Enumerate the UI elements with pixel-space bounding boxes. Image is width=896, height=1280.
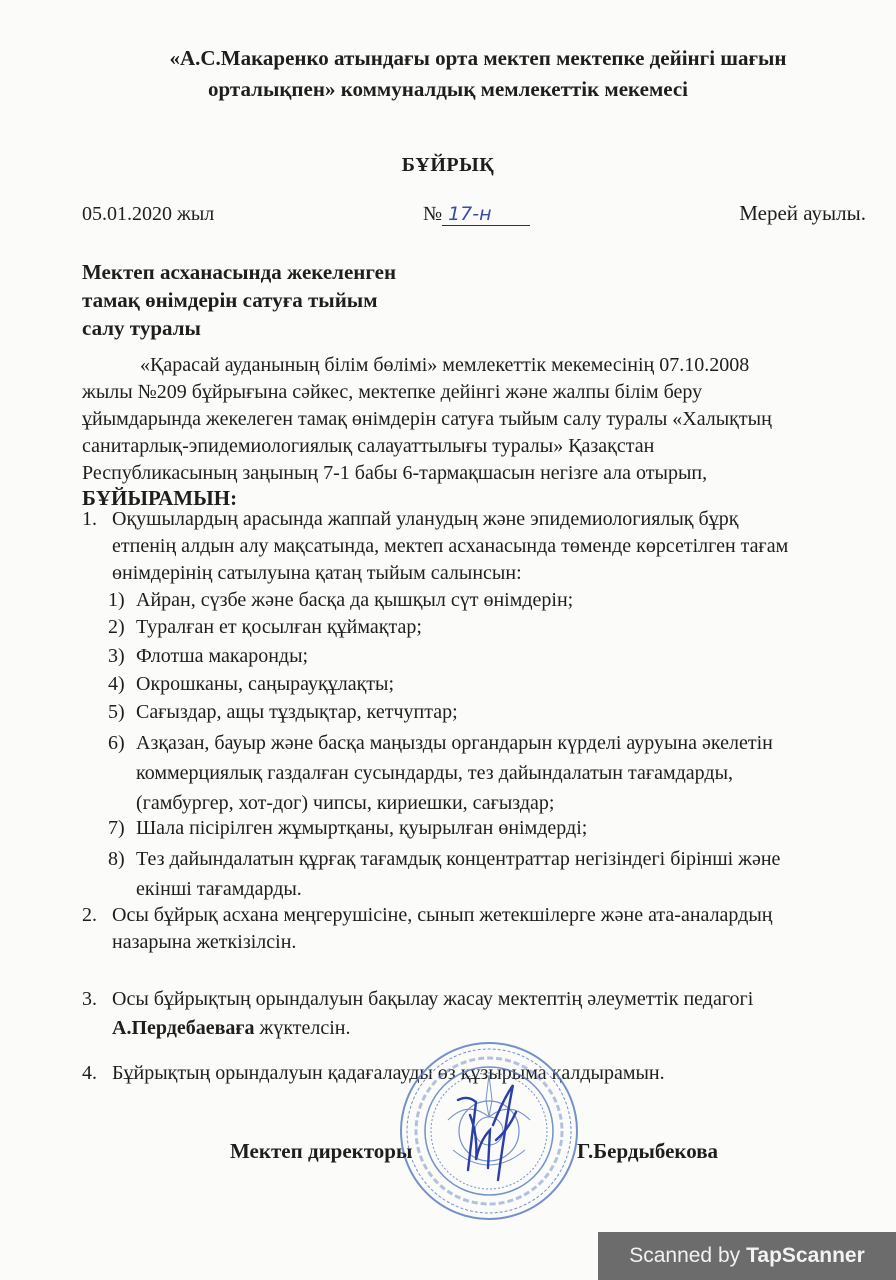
sub-item bbox=[108, 671, 394, 698]
order-subject bbox=[82, 258, 396, 342]
subject-line: Мектеп асханасында жекеленген bbox=[82, 260, 397, 284]
item-number: 2. bbox=[82, 904, 97, 926]
sub-item-text: Азқазан, бауыр және басқа маңызды органдарын күрделі ауруына әкелетін bbox=[136, 732, 773, 754]
order-item-2 bbox=[82, 902, 773, 956]
order-item-1 bbox=[82, 506, 788, 587]
item-line-tail: жүктелсін. bbox=[254, 1017, 351, 1039]
intro-paragraph bbox=[82, 352, 772, 487]
sub-item-text: Окрошканы, саңырауқұлақты; bbox=[136, 673, 395, 695]
sub-item-number: 7) bbox=[108, 817, 125, 839]
header-line-2: орталықпен» коммуналдық мемлекеттік мекемесі bbox=[208, 77, 688, 101]
item-line: назарына жеткізілсін. bbox=[112, 931, 297, 953]
item-line: өнімдерінің сатылуына қатаң тыйым салынсын: bbox=[112, 562, 522, 584]
official-seal-icon bbox=[398, 1040, 580, 1222]
sub-item-number: 2) bbox=[108, 616, 125, 638]
sub-item bbox=[108, 587, 573, 614]
order-item-3 bbox=[82, 985, 753, 1043]
number-prefix: № bbox=[423, 203, 443, 225]
sub-item-number: 1) bbox=[108, 589, 125, 611]
subject-line: салу туралы bbox=[82, 316, 201, 340]
header-line-1: «А.С.Макаренко атындағы орта мектеп мектепке дейінгі шағын bbox=[169, 46, 787, 70]
number-value-handwritten: 17-н bbox=[442, 203, 530, 226]
item-number: 1. bbox=[82, 508, 97, 530]
sub-item-number: 5) bbox=[108, 701, 125, 723]
intro-line: ұйымдарында жекелеген тамақ өнімдерін сатуға тыйым салу туралы «Халықтың bbox=[82, 408, 772, 430]
subject-line: тамақ өнімдерін сатуға тыйым bbox=[82, 288, 378, 312]
order-decree-word: БҰЙЫРАМЫН: bbox=[82, 486, 238, 510]
intro-line: санитарлық-эпидемиологиялық салауаттылығы туралы» Қазақстан bbox=[82, 435, 655, 457]
sub-item bbox=[108, 699, 458, 726]
order-date: 05.01.2020 жыл bbox=[82, 203, 215, 225]
signature-name: Г.Бердыбекова bbox=[577, 1139, 719, 1163]
sub-item-number: 8) bbox=[108, 848, 125, 870]
sub-item-number: 6) bbox=[108, 732, 125, 754]
item-line: Оқушылардың арасында жаппай уланудың және эпидемиологиялық бұрқ bbox=[112, 508, 739, 530]
responsible-person: А.Пердебаеваға bbox=[112, 1017, 255, 1039]
sub-item-text: Шала пісірілген жұмыртқаны, қуырылған өнімдерді; bbox=[136, 817, 588, 839]
sub-item bbox=[108, 815, 587, 842]
item-line: Осы бұйрық асхана меңгерушісіне, сынып жетекшілерге және ата-аналардың bbox=[112, 904, 773, 926]
document-title: БҰЙРЫҚ bbox=[401, 154, 495, 176]
sub-item-text: Тез дайындалатын құрғақ тағамдық концентраттар негізіндегі бірінші және bbox=[136, 848, 781, 870]
sub-item bbox=[108, 728, 773, 818]
sub-item-text: екінші тағамдарды. bbox=[136, 878, 302, 900]
item-number: 4. bbox=[82, 1062, 97, 1084]
signature-role: Мектеп директоры bbox=[230, 1139, 413, 1163]
item-line: Осы бұйрықтың орындалуын бақылау жасау мектептің әлеуметтік педагогі bbox=[112, 988, 754, 1010]
sub-item-text: Туралған ет қосылған құймақтар; bbox=[136, 616, 422, 638]
item-line bbox=[112, 1014, 753, 1043]
sub-item-text: Флотша макаронды; bbox=[136, 645, 309, 667]
item-line: етпенің алдын алу мақсатында, мектеп асханасында төменде көрсетілген тағам bbox=[112, 535, 789, 557]
sub-item bbox=[108, 844, 780, 904]
intro-line: «Қарасай ауданының білім бөлімі» мемлекеттік мекемесінің 07.10.2008 bbox=[140, 354, 750, 376]
sub-item-text: (гамбургер, хот-дог) чипсы, кириешки, сағыздар; bbox=[136, 792, 555, 814]
sub-item-number: 3) bbox=[108, 645, 125, 667]
watermark-prefix: Scanned by bbox=[629, 1244, 741, 1267]
item-line: Бұйрықтың орындалуын қадағалауды өз құзырыма қалдырамын. bbox=[112, 1062, 665, 1084]
handwritten-signature bbox=[458, 1085, 516, 1180]
scanner-watermark bbox=[598, 1232, 896, 1280]
sub-item-text: Сағыздар, ащы тұздықтар, кетчуптар; bbox=[136, 701, 458, 723]
sub-item-number: 4) bbox=[108, 673, 125, 695]
sub-item-text: коммерциялық газдалған сусындарды, тез дайындалатын тағамдарды, bbox=[136, 762, 734, 784]
intro-line: жылы №209 бұйрығына сәйкес, мектепке дейінгі және жалпы білім беру bbox=[82, 381, 703, 403]
order-place: Мерей ауылы. bbox=[739, 201, 866, 225]
intro-line: Республикасының заңының 7-1 бабы 6-тармақшасын негізге ала отырып, bbox=[82, 462, 708, 484]
sub-item-text: Айран, сүзбе және басқа да қышқыл сүт өнімдерін; bbox=[136, 589, 574, 611]
item-number: 3. bbox=[82, 988, 97, 1010]
order-number bbox=[423, 203, 530, 226]
watermark-brand: TapScanner bbox=[746, 1244, 865, 1267]
sub-item bbox=[108, 614, 422, 641]
sub-item bbox=[108, 643, 308, 670]
